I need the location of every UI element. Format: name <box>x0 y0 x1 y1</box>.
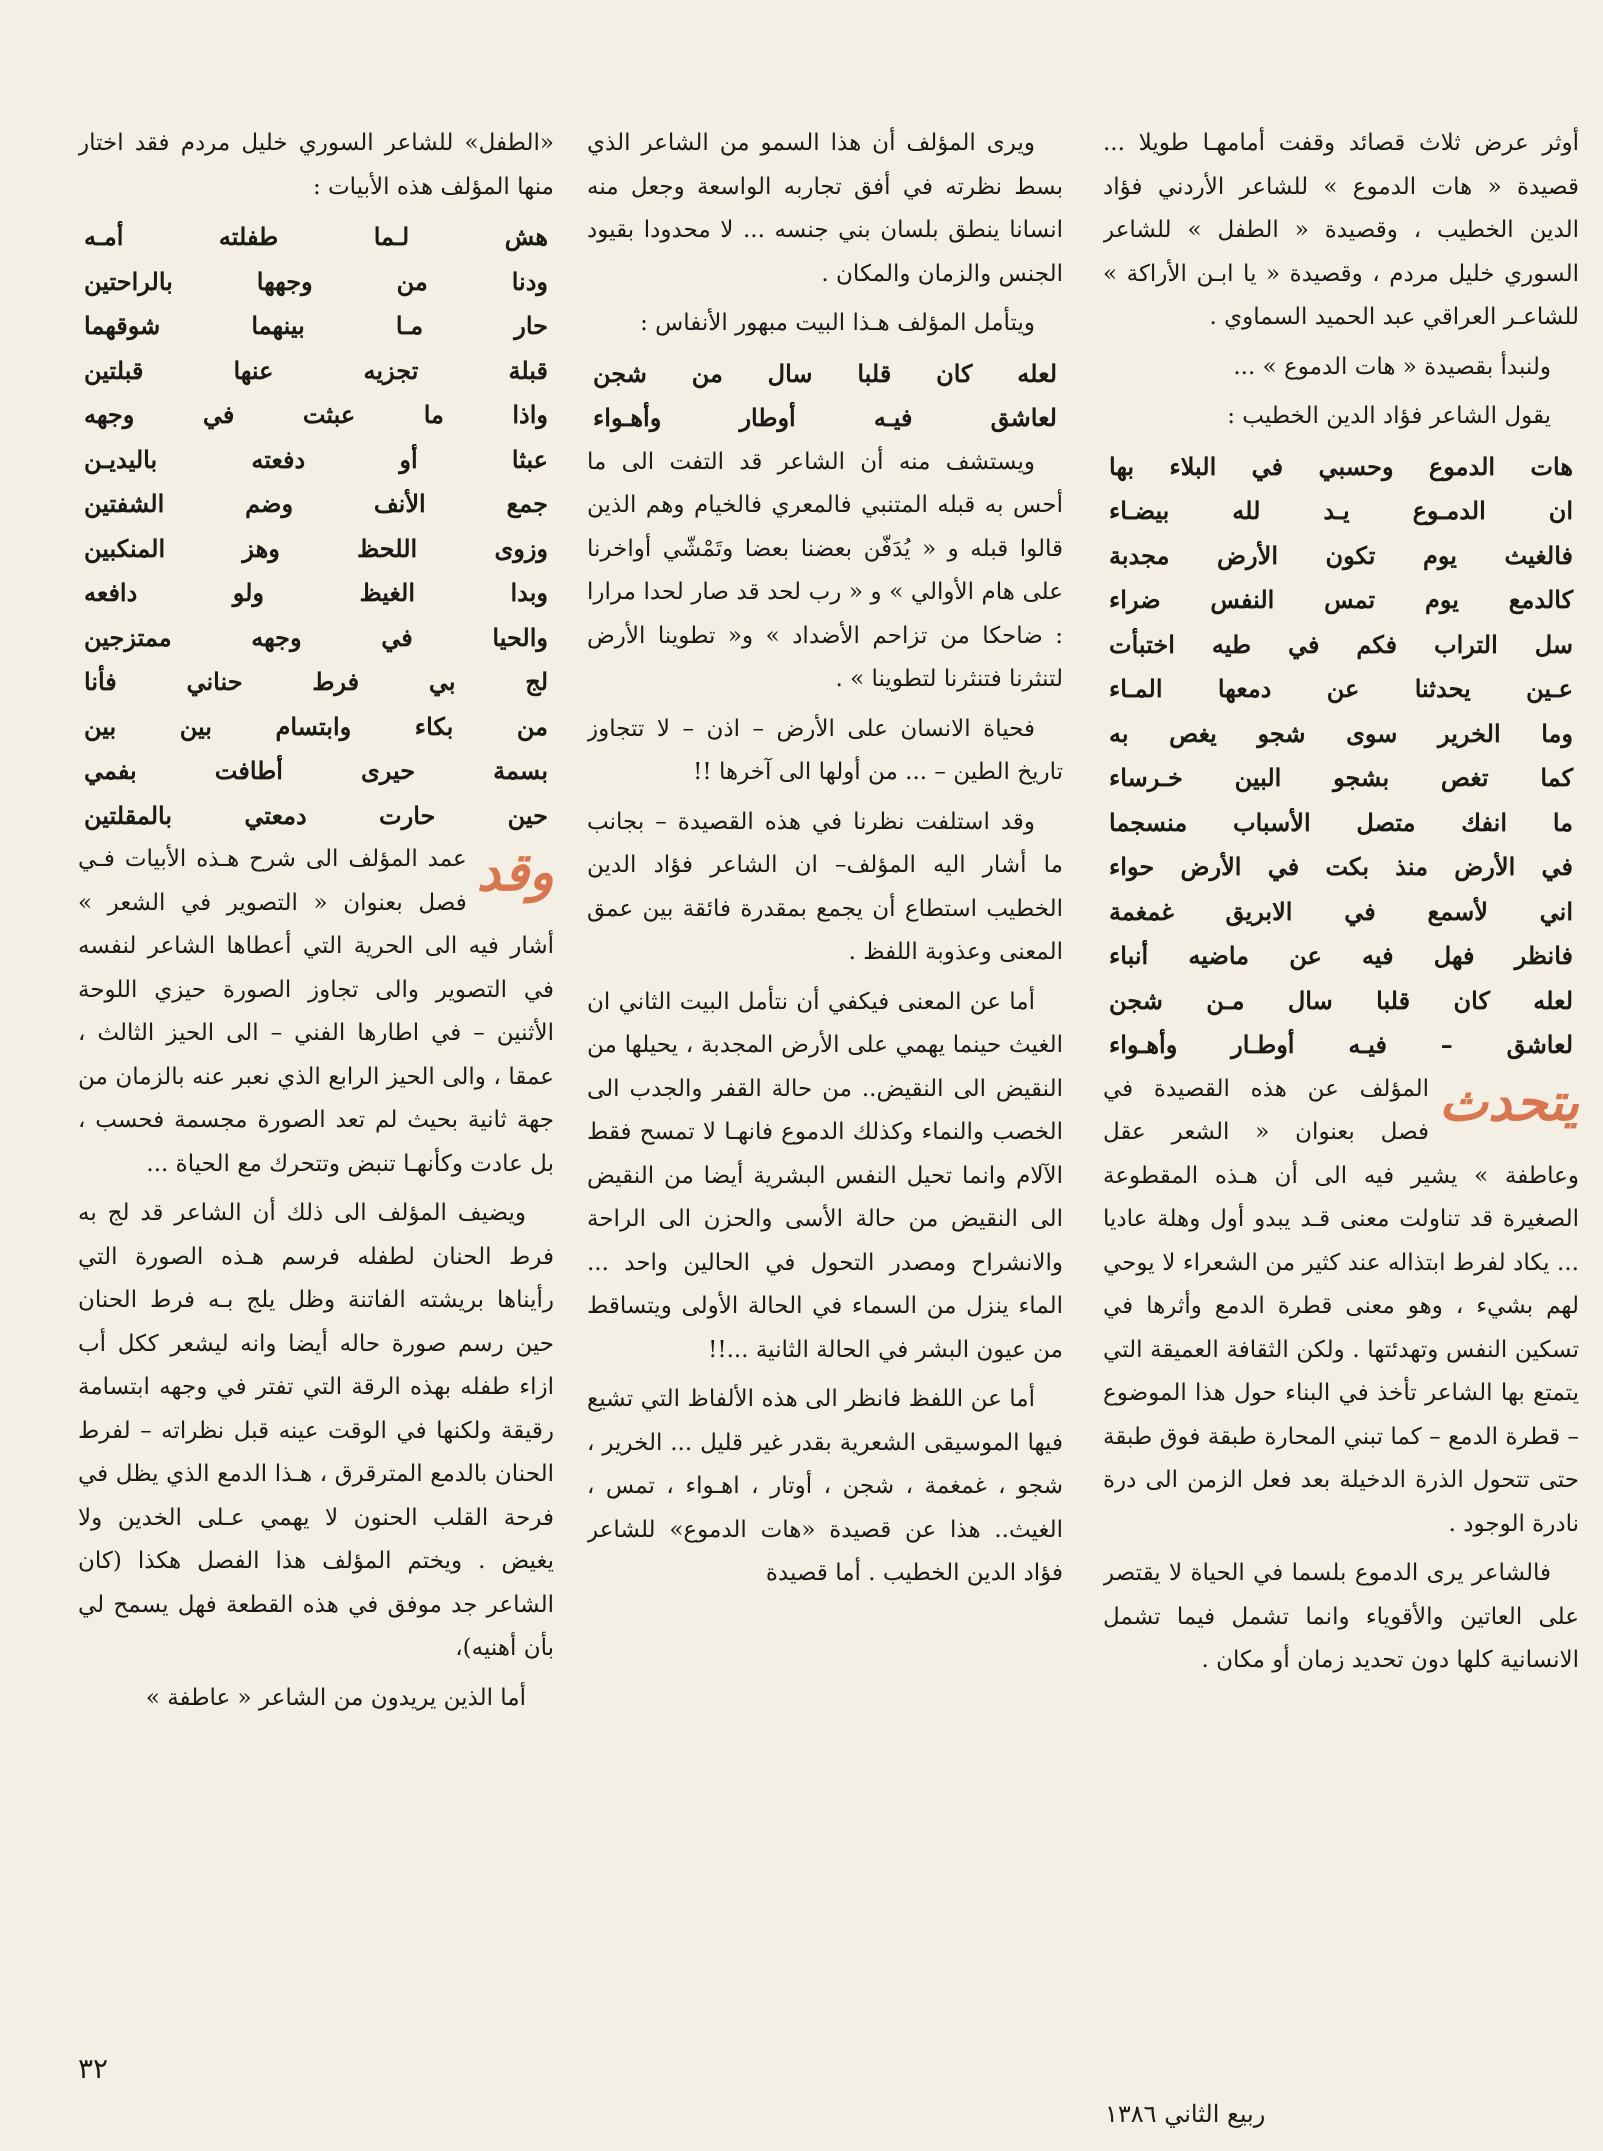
issue-date: ربيع الثاني ١٣٨٦ <box>1105 2100 1266 2128</box>
paragraph-with-dropcap <box>1103 1068 1579 1547</box>
verse-line: بسمة حيرى أطافت بفمي <box>84 756 548 785</box>
verse-line: عبثا أو دفعته باليديـن <box>84 444 548 474</box>
poem-block <box>1103 445 1579 1068</box>
verse-line: في الأرض منذ بكت في الأرض حواء <box>1109 852 1573 881</box>
verse-line: وزوى اللحظ وهز المنكبين <box>84 533 548 563</box>
verse-line: كالدمع يوم تمس النفس ضراء <box>1109 585 1573 614</box>
page-number: ٣٢ <box>78 2052 109 2085</box>
dropcap: يتحدث <box>1439 1071 1579 1133</box>
paragraph: يقول الشاعر فؤاد الدين الخطيب : <box>1227 403 1551 429</box>
paragraph: وقد استلفت نظرنا في هذه القصيدة – بجانب ما أشار اليه المؤلف– ان الشاعر فؤاد الدين الخطيب استطاع أن يجمع بمقدرة فائقة بين عمق المعنى وعذوبة اللفظ . <box>587 808 1063 965</box>
verse-line: وما الخرير سوى شجو يغص به <box>1109 718 1573 748</box>
verse-line: حار مـا بينهما شوقهما <box>84 311 548 340</box>
verse-line: عـين يحدثنا عن دمعها المـاء <box>1109 674 1573 703</box>
verse-line: جمع الأنف وضم الشفتين <box>84 489 548 518</box>
paragraph: أما الذين يريدون من الشاعر « عاطفة » <box>145 1684 526 1711</box>
paragraph: أوثر عرض ثلاث قصائد وقفت أمامهـا طويلا ... قصيدة « هات الدموع » للشاعر الأردني فؤاد الدين الخطيب ، وقصيدة « الطفل » للشاعر السوري خليل مردم ، وقصيدة « يا ابـن الأراكة » للشاعـر العراقي عبد الحميد السماوي . <box>1103 130 1579 330</box>
verse-line: كما تغص بشجو البين خـرساء <box>1109 763 1573 792</box>
verse-line: ان الدمـوع يـد لله بيضـاء <box>1109 496 1573 525</box>
verse-line: من بكاء وابتسام بين بين <box>84 711 548 741</box>
paragraph: أما عن اللفظ فانظر الى هذه الألفاظ التي تشيع فيها الموسيقى الشعرية بقدر غير قليل ... الخرير ، شجو ، غمغمة ، شجن ، أوتار ، اهـواء ، تمس ، الغيث.. هذا عن قصيدة «هات الدموع» للشاعر فؤاد الدين الخطيب . أما قصيدة <box>587 1386 1063 1586</box>
verse-line: فانظر فهل فيه عن ماضيه أنباء <box>1109 941 1573 970</box>
paragraph-text: المؤلف عن هذه القصيدة في فصل بعنوان « الشعر عقل وعاطفة » يشير فيه الى أن هـذه المقطوعة الصغيرة قد تناولت معنى قـد يبدو أول وهلة عاديا ... يكاد لفرط ابتذاله عند كثير من الشعراء لا يوحي لهم بشيء ، وهو معنى قطرة الدمع وأثرها في تسكين النفس وتهدئتها . ولكن الثقافة العميقة التي يتمتع بها الشاعر تأخذ في البناء حول هذا الموضوع – قطرة الدمع – كما تبني المحارة طبقة فوق طبقة حتى تتحول الذرة الدخيلة بعد فعل الزمن الى درة نادرة الوجود . <box>1103 1075 1579 1537</box>
verse-line: حين حارت دمعتي بالمقلتين <box>84 800 548 830</box>
verse-line: قبلة تجزيه عنها قبلتين <box>84 355 548 385</box>
verse-line: واذا ما عبثت في وجهه <box>84 400 548 429</box>
verse-line: فالغيث يوم تكون الأرض مجدبة <box>1109 540 1573 570</box>
verse-line: لعله كان قلبا سال من شجن <box>593 358 1057 388</box>
paragraph: ويستشف منه أن الشاعر قد التفت الى ما أحس به قبله المتنبي فالمعري فالخيام وهم الذين قالوا قبله و « يُدَفّن بعضنا بعضا وتَمْشّي أواخرنا على هام الأوالي » و « رب لحد قد صار لحدا مرارا : ضاحكا من تزاحم الأضداد » و« تطوينا الأرض لتنثرنا فتنثرنا لتطوينا » . <box>587 448 1063 692</box>
paragraph-with-dropcap <box>78 838 554 1186</box>
verse-line: هش لـما طفلته أمـه <box>84 222 548 251</box>
verse-line: ما انفك متصل الأسباب منسجما <box>1109 807 1573 837</box>
verse-line: هات الدموع وحسبي في البلاء بها <box>1109 451 1573 481</box>
verse-line: ودنا من وجهها بالراحتين <box>84 266 548 296</box>
paragraph-text: عمد المؤلف الى شرح هـذه الأبيات فـي فصل بعنوان « التصوير في الشعر » أشار فيه الى الحرية التي أعطاها الشاعر لنفسه في التصوير والى تجاوز الصورة حيزي اللوحة الأثنين – في اطارها الفني – الى الحيز الثالث ، عمقا ، والى الحيز الرابع الذي نعبر عنه بالزمان من جهة ثانية بحيث لم تعد الصورة مجسمة فحسب ، بل عادت وكأنهـا تنبض وتتحرك مع الحياة ... <box>78 846 554 1177</box>
poem-block <box>587 352 1063 441</box>
column-right <box>1103 122 1579 2052</box>
column-middle <box>587 122 1063 2052</box>
poem-block <box>78 215 554 838</box>
paragraph: ويرى المؤلف أن هذا السمو من الشاعر الذي بسط نظرته في أفق تجاربه الواسعة وجعل منه انسانا ينطق بلسان بني جنسه ... لا محدودا بقيود الجنس والزمان والمكان . <box>587 130 1063 287</box>
verse-line: لعاشق – فيـه أوطـار وأهـواء <box>1109 1030 1573 1059</box>
paragraph: ولنبدأ بقصيدة « هات الدموع » ... <box>1233 353 1551 380</box>
verse-line: والحيا في وجهه ممتزجين <box>84 622 548 652</box>
paragraph: فالشاعر يرى الدموع بلسما في الحياة لا يقتصر على العاتين والأقوياء وانما تشمل فيما تشمل الانسانية كلها دون تحديد زمان أو مكان . <box>1103 1560 1579 1673</box>
paragraph: ويتأمل المؤلف هـذا البيت مبهور الأنفاس : <box>640 310 1035 336</box>
verse-line: وبدا الغيظ ولو دافعه <box>84 578 548 607</box>
paragraph: ويضيف المؤلف الى ذلك أن الشاعر قد لج به فرط الحنان لطفله فرسم هـذه الصورة التي رأيناها بريشته الفاتنة وظل يلج بـه فرط الحنان حين رسم صورة حاله أيضا وانه ليشعر ككل أب ازاء طفله بهذه الرقة التي تفتر في وجهه ابتسامة رقيقة ولكنها في الوقت عينه قبل نظراته – لفرط الحنان بالدمع المترقرق ، هـذا الدمع الذي يظل في فرحة القلب الحنون لا يهمي عـلى الخدين ولا يغيض . ويختم المؤلف هذا الفصل هكذا (كان الشاعر جد موفق في هذه القطعة فهل يسمح لي بأن أهنيه)، <box>78 1200 554 1661</box>
verse-line: لعاشق فيـه أوطار وأهـواء <box>593 403 1057 432</box>
paragraph: فحياة الانسان على الأرض – اذن – لا تتجاوز تاريخ الطين – ... من أولها الى آخرها !! <box>587 715 1063 785</box>
verse-line: لعله كان قلبا سال مـن شجن <box>1109 985 1573 1015</box>
verse-line: اني لأسمع في الابريق غمغمة <box>1109 896 1573 926</box>
column-left <box>78 122 554 2052</box>
dropcap: وقد <box>476 842 554 903</box>
paragraph: أما عن المعنى فيكفي أن نتأمل البيت الثاني ان الغيث حينما يهمي على الأرض المجدبة ، يحيلها من النقيض الى النقيض.. من حالة القفر والجدب الى الخصب والنماء وكذلك الدموع فانهـا لا تمسح فقط الآلام وانما تحيل النفس البشرية أيضا من النقيض الى النقيض من حالة الأسى والحزن الى الراحة والانشراح ومصدر التحول في الحالين واحد ... الماء ينزل من السماء في الحالة الأولى ويتساقط من عيون البشر في الحالة الثانية ...!! <box>587 988 1063 1363</box>
verse-line: سل التراب فكم في طيه اختبأت <box>1109 629 1573 659</box>
paragraph: «الطفل» للشاعر السوري خليل مردم فقد اختار منها المؤلف هذه الأبيات : <box>78 130 554 200</box>
verse-line: لج بي فرط حناني فأنا <box>84 667 548 696</box>
